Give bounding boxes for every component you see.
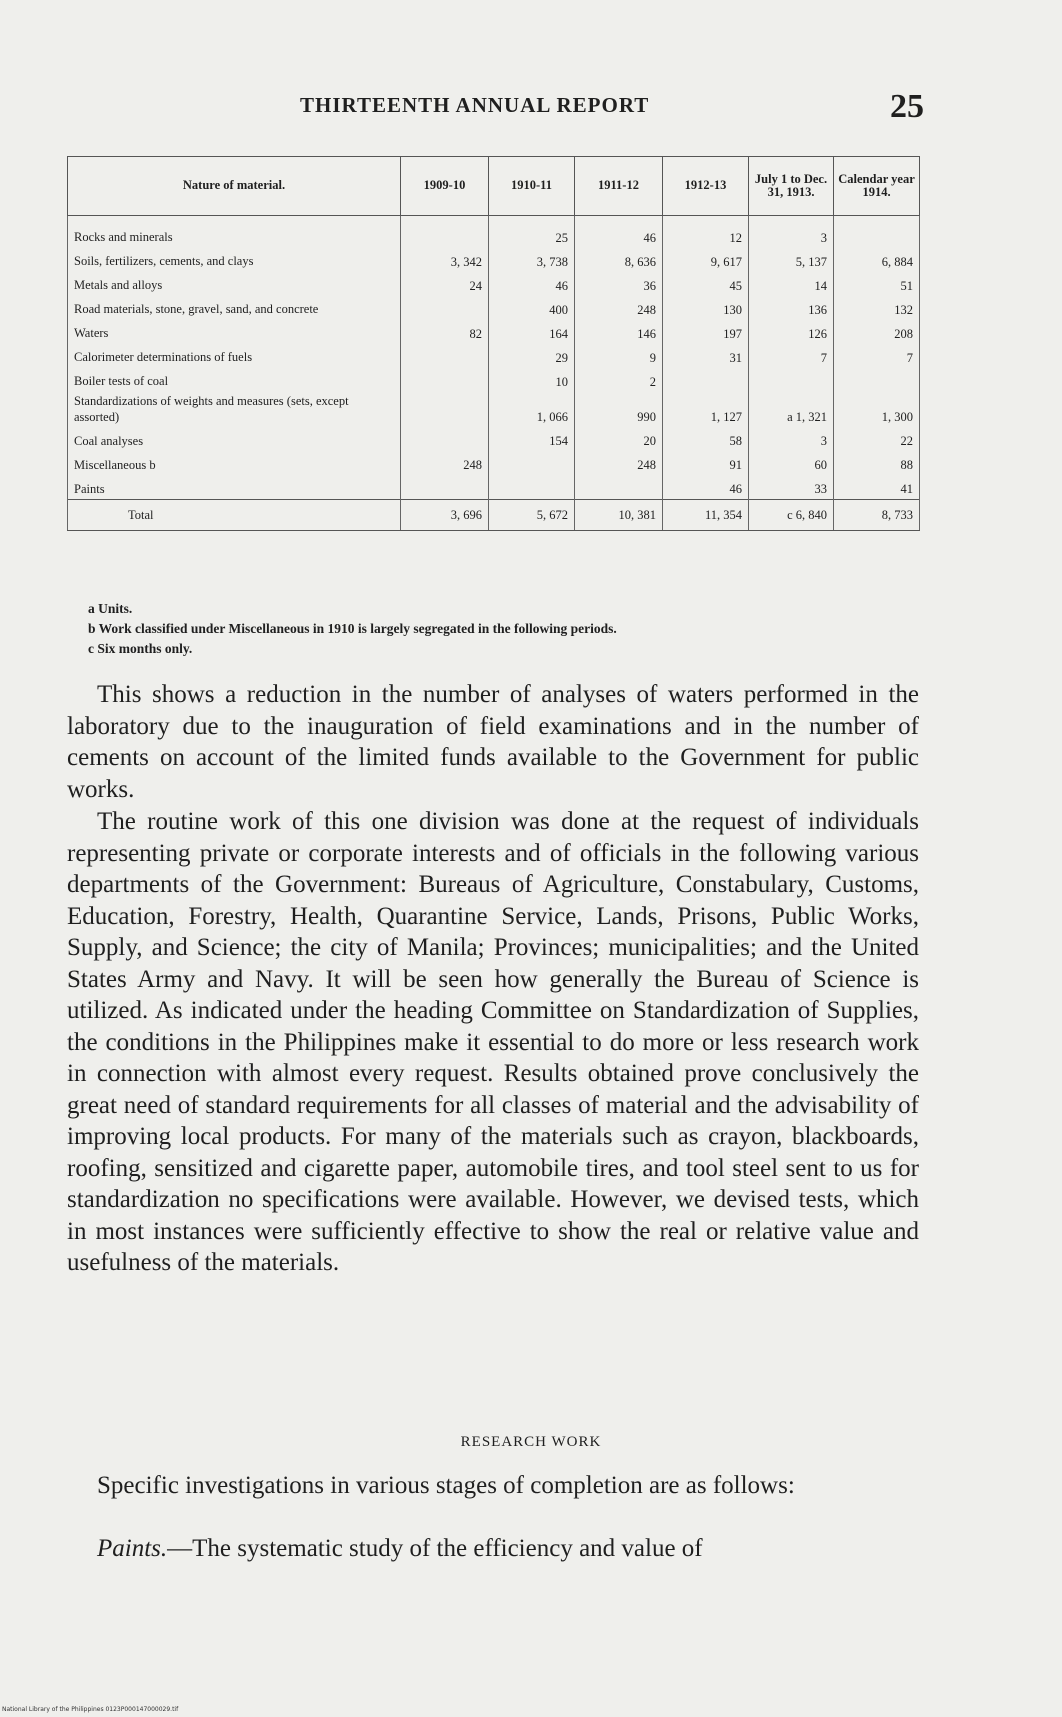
table-cell: 41 xyxy=(834,475,920,500)
table-cell: 10 xyxy=(489,368,575,392)
row-label: Boiler tests of coal xyxy=(68,368,401,392)
total-cell: c 6, 840 xyxy=(749,500,834,531)
table-cell xyxy=(401,475,489,500)
table-cell: 136 xyxy=(749,296,834,320)
row-label: Coal analyses xyxy=(68,427,401,451)
table-cell: 7 xyxy=(834,344,920,368)
table-cell: 400 xyxy=(489,296,575,320)
table-cell: 24 xyxy=(401,272,489,296)
table-cell: 8, 636 xyxy=(575,248,663,272)
column-header: 1911-12 xyxy=(575,157,663,216)
table-cell xyxy=(401,368,489,392)
running-title: THIRTEENTH ANNUAL REPORT xyxy=(300,93,650,117)
table-cell: 126 xyxy=(749,320,834,344)
column-header: 1912-13 xyxy=(663,157,749,216)
row-label: Calorimeter determinations of fuels xyxy=(68,344,401,368)
table-cell: 7 xyxy=(749,344,834,368)
table-row xyxy=(68,296,920,320)
table-cell: 20 xyxy=(575,427,663,451)
table-cell xyxy=(834,224,920,248)
table-cell: 2 xyxy=(575,368,663,392)
table-cell: 154 xyxy=(489,427,575,451)
table-cell: 208 xyxy=(834,320,920,344)
table-body xyxy=(68,216,920,500)
scan-footer: National Library of the Philippines 0123P000147000029.tif xyxy=(2,1706,179,1713)
row-label: Miscellaneous b xyxy=(68,451,401,475)
table-cell: 248 xyxy=(401,451,489,475)
table-cell xyxy=(663,368,749,392)
table-row xyxy=(68,392,920,427)
total-cell: 10, 381 xyxy=(575,500,663,531)
footnote: a Units. xyxy=(88,601,133,616)
table-cell xyxy=(489,475,575,500)
table-cell xyxy=(401,296,489,320)
table-row xyxy=(68,344,920,368)
table-cell: 5, 137 xyxy=(749,248,834,272)
row-label: Soils, fertilizers, cements, and clays xyxy=(68,248,401,272)
table-cell: 51 xyxy=(834,272,920,296)
table-cell: 22 xyxy=(834,427,920,451)
column-header: 1910-11 xyxy=(489,157,575,216)
table-cell: 6, 884 xyxy=(834,248,920,272)
column-header: Nature of material. xyxy=(68,157,401,216)
table-cell: 33 xyxy=(749,475,834,500)
table-header-row xyxy=(68,157,920,216)
table-cell: 46 xyxy=(575,224,663,248)
table-cell: 248 xyxy=(575,451,663,475)
paragraph-text: This shows a reduction in the number of analyses of waters performed in the laboratory due to the inauguration of field examinations and in the number of cements on account of the limited funds available to the Government for public works. xyxy=(67,681,919,803)
table-cell xyxy=(401,392,489,427)
table-cell: 29 xyxy=(489,344,575,368)
table-row xyxy=(68,475,920,500)
paragraph-investigations xyxy=(67,1470,919,1502)
page-number: 25 xyxy=(890,88,924,125)
table-cell xyxy=(575,475,663,500)
table-cell: 91 xyxy=(663,451,749,475)
table-cell xyxy=(401,427,489,451)
table-cell xyxy=(489,451,575,475)
footnote: c Six months only. xyxy=(88,641,193,656)
table-cell: 3, 342 xyxy=(401,248,489,272)
total-cell: 11, 354 xyxy=(663,500,749,531)
table-cell: 25 xyxy=(489,224,575,248)
table-footnotes xyxy=(88,599,617,659)
table-cell: 1, 066 xyxy=(489,392,575,427)
paragraph-paints xyxy=(67,1533,919,1565)
table-row xyxy=(68,224,920,248)
table-cell: 146 xyxy=(575,320,663,344)
total-cell: 8, 733 xyxy=(834,500,920,531)
table-cell: 88 xyxy=(834,451,920,475)
table-cell: 164 xyxy=(489,320,575,344)
table-row xyxy=(68,368,920,392)
table-cell: 248 xyxy=(575,296,663,320)
materials-table xyxy=(67,156,920,531)
paragraph-text: Specific investigations in various stages of completion are as follows: xyxy=(97,1472,795,1499)
table-cell: 46 xyxy=(489,272,575,296)
materials-table-wrapper xyxy=(67,156,919,531)
table-cell xyxy=(834,368,920,392)
row-label: Road materials, stone, gravel, sand, and concrete xyxy=(68,296,401,320)
table-cell: 58 xyxy=(663,427,749,451)
table-cell: 31 xyxy=(663,344,749,368)
total-cell: 3, 696 xyxy=(401,500,489,531)
table-cell: 3 xyxy=(749,427,834,451)
table-cell xyxy=(401,224,489,248)
table-cell: 46 xyxy=(663,475,749,500)
row-label: Waters xyxy=(68,320,401,344)
table-cell: 1, 127 xyxy=(663,392,749,427)
paragraph-text xyxy=(67,1533,919,1565)
table-cell xyxy=(401,344,489,368)
table-cell: 990 xyxy=(575,392,663,427)
column-header: Calendar year 1914. xyxy=(834,157,920,216)
row-label: Rocks and minerals xyxy=(68,224,401,248)
table-row xyxy=(68,427,920,451)
table-cell: 3 xyxy=(749,224,834,248)
column-header: 1909-10 xyxy=(401,157,489,216)
table-cell: 9 xyxy=(575,344,663,368)
table-cell: 9, 617 xyxy=(663,248,749,272)
row-label: Standardizations of weights and measures (sets, except assorted) xyxy=(68,392,401,427)
table-row xyxy=(68,248,920,272)
row-label: Metals and alloys xyxy=(68,272,401,296)
spacer-row xyxy=(68,216,920,225)
footnote: b Work classified under Miscellaneous in 1910 is largely segregated in the following periods. xyxy=(88,621,617,636)
table-cell xyxy=(749,368,834,392)
table-cell: 12 xyxy=(663,224,749,248)
table-cell: 132 xyxy=(834,296,920,320)
table-total-row xyxy=(68,500,920,531)
total-label: Total xyxy=(68,500,401,531)
table-cell: 130 xyxy=(663,296,749,320)
paragraph-routine-work xyxy=(67,806,919,1279)
paints-lead: Paints. xyxy=(97,1535,168,1562)
section-heading: RESEARCH WORK xyxy=(460,1434,602,1450)
table-row xyxy=(68,451,920,475)
table-cell: 45 xyxy=(663,272,749,296)
column-header: July 1 to Dec. 31, 1913. xyxy=(749,157,834,216)
table-cell: 3, 738 xyxy=(489,248,575,272)
table-cell: 14 xyxy=(749,272,834,296)
table-row xyxy=(68,272,920,296)
table-cell: 60 xyxy=(749,451,834,475)
table-cell: 82 xyxy=(401,320,489,344)
table-cell: a 1, 321 xyxy=(749,392,834,427)
table-cell: 36 xyxy=(575,272,663,296)
row-label: Paints xyxy=(68,475,401,500)
table-cell: 197 xyxy=(663,320,749,344)
total-cell: 5, 672 xyxy=(489,500,575,531)
paints-text: —The systematic study of the efficiency and value of xyxy=(167,1535,703,1562)
table-cell: 1, 300 xyxy=(834,392,920,427)
paragraph-waters-reduction xyxy=(67,679,919,805)
table-row xyxy=(68,320,920,344)
paragraph-text: The routine work of this one division was done at the request of individuals representing private or corporate interests and of officials in the following various departments of the Government: Bureaus of Agriculture, Constabulary, Customs, Education, Forestry, Health, Quarantine Service, Lands, Prisons, Public Works, Supply, and Science; the city of Manila; Provinces; municipalities; and the United States Army and Navy. It will be seen how generally the Bureau of Science is utilized. As indicated under the heading Committee on Standardization of Supplies, the conditions in the Philippines make it essential to do more or less research work in connection with almost every request. Results obtained prove conclusively the great need of standard requirements for all classes of material and the advisability of improving local products. For many of the materials such as crayon, blackboards, roofing, sensitized and cigarette paper, automobile tires, and tool steel sent to us for standardization no specifications were available. However, we devised tests, which in most instances were sufficiently effective to show the real or relative value and usefulness of the materials. xyxy=(67,808,919,1276)
